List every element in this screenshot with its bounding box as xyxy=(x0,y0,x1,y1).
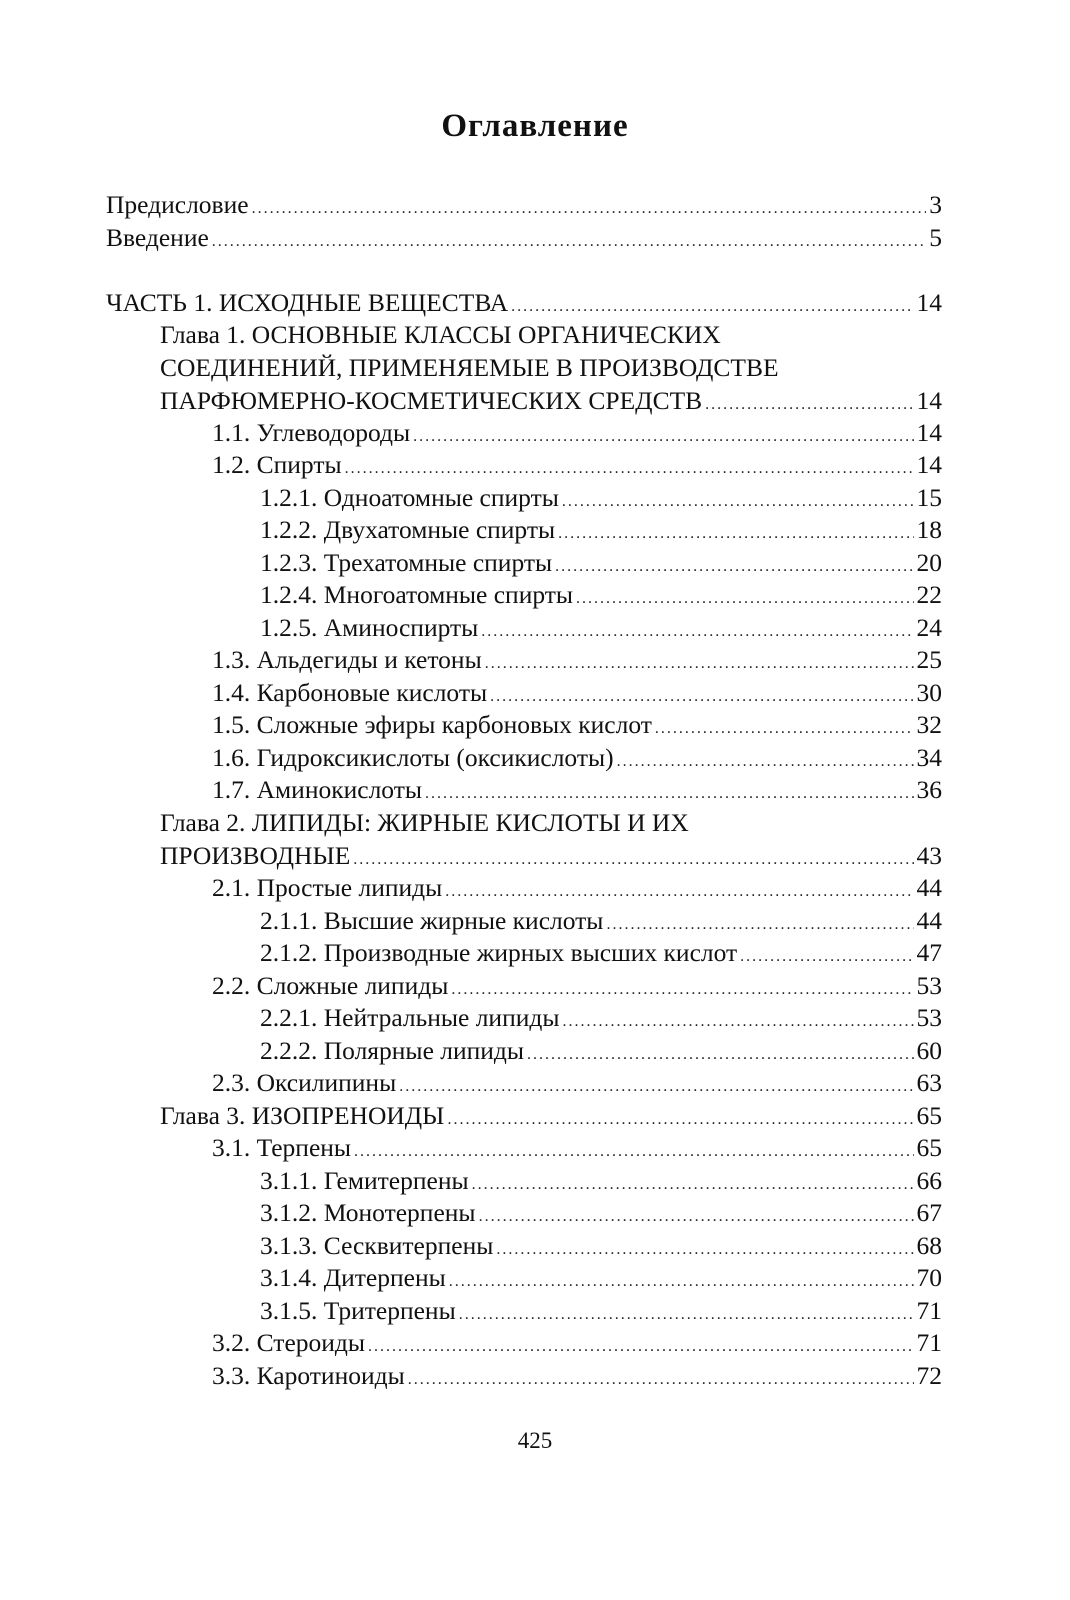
toc-entry-page: 22 xyxy=(916,580,942,609)
toc-entry-label: 1.2.5. Аминоспирты xyxy=(260,613,479,642)
toc-entry-label: Глава 3. ИЗОПРЕНОИДЫ xyxy=(160,1101,445,1130)
toc-entry-label: 3.2. Стероиды xyxy=(212,1328,366,1357)
toc-entry-page: 20 xyxy=(916,548,942,577)
toc-entry-label: Введение xyxy=(106,223,209,252)
toc-entry-page: 68 xyxy=(916,1231,942,1260)
toc-entry-page: 24 xyxy=(916,613,942,642)
toc-entry-page: 71 xyxy=(916,1296,942,1325)
toc-entry-page: 5 xyxy=(929,223,942,252)
toc-entry-page: 43 xyxy=(916,841,942,870)
toc-entry-label: 2.1. Простые липиды xyxy=(212,873,443,902)
toc-entry-page: 30 xyxy=(916,678,942,707)
toc-entry-page: 15 xyxy=(916,483,942,512)
toc-entry-label: 1.2.4. Многоатомные спирты xyxy=(260,580,574,609)
toc-entry-page: 25 xyxy=(916,645,942,674)
toc-entry-label: 1.1. Углеводороды xyxy=(212,418,411,447)
toc-entry-page: 14 xyxy=(916,418,942,447)
toc-entry-page: 34 xyxy=(916,743,942,772)
toc-entry-label: 2.2.1. Нейтральные липиды xyxy=(260,1003,560,1032)
toc-entry-page: 14 xyxy=(916,386,942,415)
toc-entry-label: 3.3. Каротиноиды xyxy=(212,1361,405,1390)
toc-entry[interactable] xyxy=(212,448,942,485)
toc-entry[interactable] xyxy=(260,578,942,615)
toc-entry-label: 1.6. Гидроксикислоты (оксикислоты) xyxy=(212,743,614,772)
toc-entry[interactable] xyxy=(260,513,942,550)
toc-entry-page: 53 xyxy=(916,1003,942,1032)
toc-entry-label: 1.5. Сложные эфиры карбоновых кислот xyxy=(212,710,652,739)
toc-entry-label: 1.2.1. Одноатомные спирты xyxy=(260,483,559,512)
toc-entry[interactable] xyxy=(212,643,942,680)
toc-entry-label: 3.1.1. Гемитерпены xyxy=(260,1166,469,1195)
toc-entry-label: 3.1.5. Тритерпены xyxy=(260,1296,456,1325)
toc-entry[interactable] xyxy=(212,871,942,908)
toc-entry-page: 66 xyxy=(916,1166,942,1195)
toc-entry-page: 70 xyxy=(916,1263,942,1292)
toc-entry-page: 14 xyxy=(916,450,942,479)
toc-entry-label: 1.2.3. Трехатомные спирты xyxy=(260,548,553,577)
toc-entry-page: 71 xyxy=(916,1328,942,1357)
toc-entry[interactable] xyxy=(212,773,942,810)
toc-entry[interactable] xyxy=(260,1261,942,1298)
toc-entry-label: 1.2.2. Двухатомные спирты xyxy=(260,515,556,544)
toc-entry-label: 1.7. Аминокислоты xyxy=(212,775,422,804)
toc-entry[interactable] xyxy=(212,1326,942,1363)
toc-entry-page: 36 xyxy=(916,775,942,804)
toc-entry-page: 63 xyxy=(916,1068,942,1097)
toc-entry-label: 1.2. Спирты xyxy=(212,450,342,479)
toc-entry-preface[interactable] xyxy=(106,188,942,225)
toc-entry-label: 2.1.1. Высшие жирные кислоты xyxy=(260,906,604,935)
toc-entry-label: 3.1.3. Сесквитерпены xyxy=(260,1231,494,1260)
toc-entry-page: 3 xyxy=(929,190,942,219)
toc-entry-page: 47 xyxy=(916,938,942,967)
toc-entry-label: 2.1.2. Производные жирных высших кислот xyxy=(260,938,738,967)
toc-chapter1-heading-line1: Глава 1. ОСНОВНЫЕ КЛАССЫ ОРГАНИЧЕСКИХ xyxy=(160,320,721,349)
toc-entry-page: 53 xyxy=(916,971,942,1000)
toc-entry-label: ПРОИЗВОДНЫЕ xyxy=(160,841,351,870)
toc-entry-label: 2.2.2. Полярные липиды xyxy=(260,1036,525,1065)
toc-entry-page: 65 xyxy=(916,1101,942,1130)
toc-entry-page: 18 xyxy=(916,515,942,544)
toc-entry-page: 14 xyxy=(916,288,942,317)
toc-entry-page: 60 xyxy=(916,1036,942,1065)
toc-entry-label: 3.1.2. Монотерпены xyxy=(260,1198,476,1227)
toc-entry-label: ЧАСТЬ 1. ИСХОДНЫЕ ВЕЩЕСТВА xyxy=(106,288,509,317)
toc-entry-intro[interactable] xyxy=(106,221,942,258)
toc-entry-label: 1.4. Карбоновые кислоты xyxy=(212,678,488,707)
toc-entry[interactable] xyxy=(212,708,942,745)
toc-entry-page: 44 xyxy=(916,873,942,902)
toc-entry[interactable] xyxy=(212,1359,942,1396)
toc-entry-label: 1.3. Альдегиды и кетоны xyxy=(212,645,482,674)
toc-entry-page: 44 xyxy=(916,906,942,935)
toc-chapter2-heading-line1: Глава 2. ЛИПИДЫ: ЖИРНЫЕ КИСЛОТЫ И ИХ xyxy=(160,808,689,837)
toc-entry-label: 3.1.4. Дитерпены xyxy=(260,1263,446,1292)
toc-entry-label: ПАРФЮМЕРНО-КОСМЕТИЧЕСКИХ СРЕДСТВ xyxy=(160,386,703,415)
toc-entry-page: 72 xyxy=(916,1361,942,1390)
toc-entry[interactable] xyxy=(260,1001,942,1038)
toc-entry-label: 2.2. Сложные липиды xyxy=(212,971,449,1000)
toc-entry-page: 67 xyxy=(916,1198,942,1227)
toc-entry[interactable] xyxy=(212,1131,942,1168)
toc-entry[interactable] xyxy=(260,936,942,973)
toc-chapter1-heading-line2: СОЕДИНЕНИЙ, ПРИМЕНЯЕМЫЕ В ПРОИЗВОДСТВЕ xyxy=(160,353,779,382)
toc-leader xyxy=(408,1363,914,1396)
toc-entry[interactable] xyxy=(260,1196,942,1233)
toc-entry-label: 3.1. Терпены xyxy=(212,1133,352,1162)
page-title: Оглавление xyxy=(441,108,629,144)
toc-entry-page: 32 xyxy=(916,710,942,739)
toc-leader xyxy=(212,225,926,258)
toc-entry-label: 2.3. Оксилипины xyxy=(212,1068,397,1097)
toc-entry[interactable] xyxy=(212,1066,942,1103)
toc-entry-label: Предисловие xyxy=(106,190,249,219)
toc-entry-page: 65 xyxy=(916,1133,942,1162)
page-number: 425 xyxy=(517,1428,553,1453)
